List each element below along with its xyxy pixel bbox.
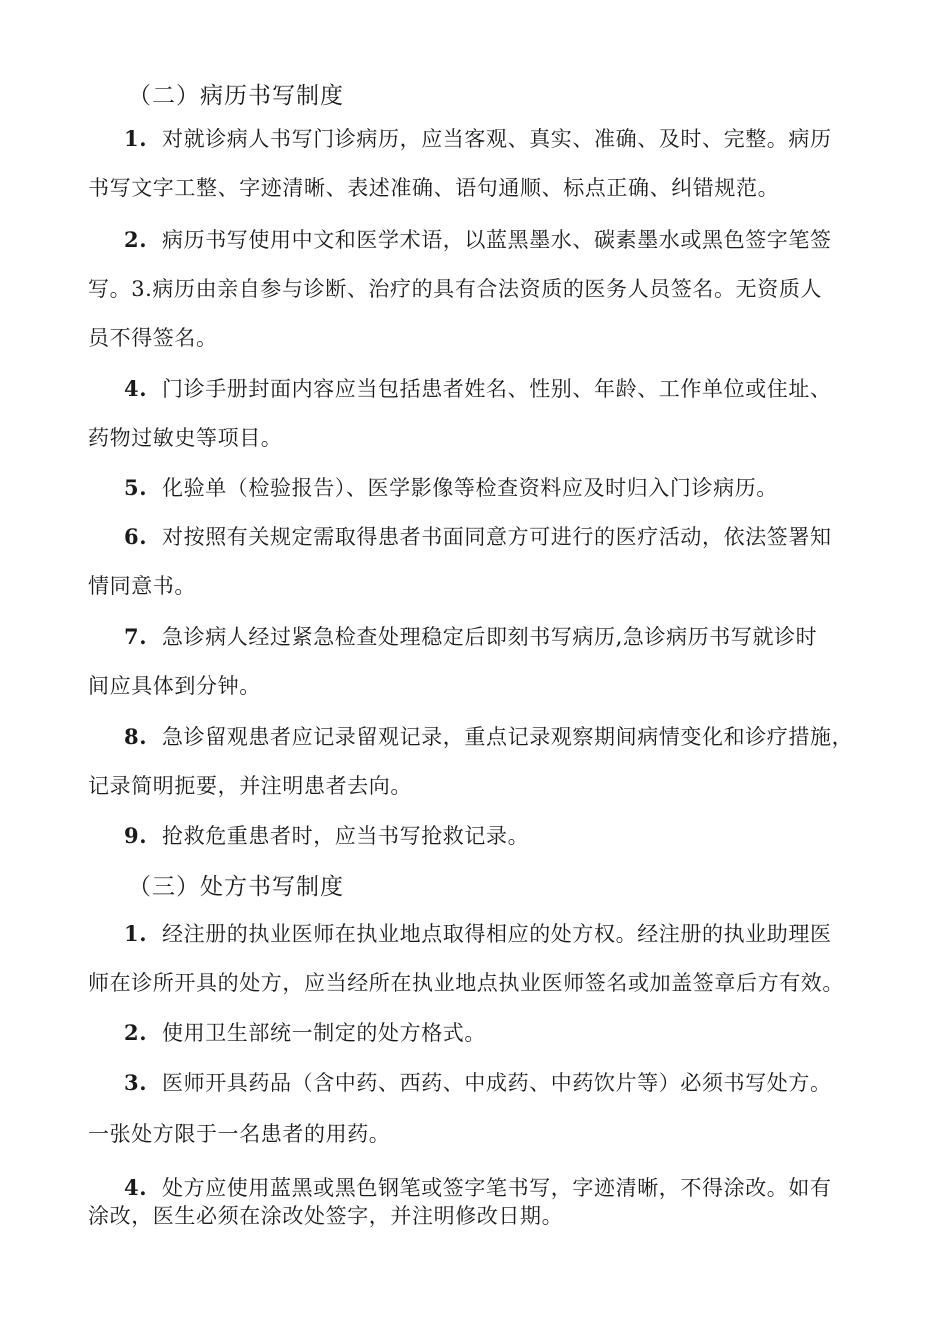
- item-text: 对按照有关规定需取得患者书面同意方可进行的医疗活动，依法签署知: [162, 525, 832, 549]
- item-text-continued: 记录简明扼要，并注明患者去向。: [88, 774, 412, 798]
- item-text-continued: 间应具体到分钟。: [88, 674, 261, 698]
- item-text: 使用卫生部统一制定的处方格式。: [162, 1021, 486, 1045]
- item-number: 4.: [124, 1175, 148, 1200]
- item-text: 急诊留观患者应记录留观记录，重点记录观察期间病情变化和诊疗措施，: [162, 725, 854, 749]
- item-text: 急诊病人经过紧急检查处理稳定后即刻书写病历,急诊病历书写就诊时: [162, 625, 818, 649]
- item-text: 经注册的执业医师在执业地点取得相应的处方权。经注册的执业助理医: [162, 922, 832, 946]
- item-text: 抢救危重患者时，应当书写抢救记录。: [162, 824, 530, 848]
- list-item: [124, 375, 832, 403]
- list-item: [124, 1069, 832, 1097]
- item-number: 9.: [124, 823, 148, 848]
- item-text-continued: 书写文字工整、字迹清晰、表述准确、语句通顺、标点正确、纠错规范。: [88, 176, 780, 200]
- item-text: 医师开具药品（含中药、西药、中成药、中药饮片等）必须书写处方。: [162, 1071, 832, 1095]
- item-text-continued: 写。3.病历由亲自参与诊断、治疗的具有合法资质的医务人员签名。无资质人: [88, 277, 823, 301]
- item-text-continued: 药物过敏史等项目。: [88, 426, 283, 450]
- item-text: 病历书写使用中文和医学术语，以蓝黑墨水、碳素墨水或黑色签字笔签: [162, 228, 832, 252]
- item-number: 3.: [124, 1070, 148, 1095]
- item-text: 处方应使用蓝黑或黑色钢笔或签字笔书写，字迹清晰，不得涂改。如有: [162, 1176, 832, 1200]
- list-item: [124, 125, 832, 153]
- item-number: 2.: [124, 1020, 148, 1045]
- item-number: 4.: [124, 376, 148, 401]
- item-text: 对就诊病人书写门诊病历，应当客观、真实、准确、及时、完整。病历: [162, 127, 832, 151]
- list-item: [124, 523, 832, 551]
- section-heading-prescriptions: （三）处方书写制度: [128, 874, 344, 900]
- list-item: [124, 920, 832, 948]
- item-number: 8.: [124, 724, 148, 749]
- item-number: 7.: [124, 624, 148, 649]
- item-number: 1.: [124, 921, 148, 946]
- item-text-continued: 员不得签名。: [88, 326, 218, 350]
- list-item: [124, 623, 817, 651]
- list-item: [124, 822, 529, 850]
- list-item: [124, 1174, 832, 1202]
- item-text: 化验单（检验报告）、医学影像等检查资料应及时归入门诊病历。: [162, 476, 778, 500]
- item-number: 1.: [124, 126, 148, 151]
- item-text-continued: 涂改，医生必须在涂改处签字，并注明修改日期。: [88, 1204, 564, 1228]
- section-heading-medical-records: （二）病历书写制度: [128, 83, 344, 109]
- item-text-continued: 师在诊所开具的处方，应当经所在执业地点执业医师签名或加盖签章后方有效。: [88, 971, 844, 995]
- item-number: 6.: [124, 524, 148, 549]
- list-item: [124, 1019, 486, 1047]
- list-item: [124, 474, 778, 502]
- item-text-continued: 情同意书。: [88, 574, 196, 598]
- item-text: 门诊手册封面内容应当包括患者姓名、性别、年龄、工作单位或住址、: [162, 377, 832, 401]
- item-number: 5.: [124, 475, 148, 500]
- item-number: 2.: [124, 227, 148, 252]
- list-item: [124, 723, 853, 751]
- item-text-continued: 一张处方限于一名患者的用药。: [88, 1122, 391, 1146]
- list-item: [124, 226, 832, 254]
